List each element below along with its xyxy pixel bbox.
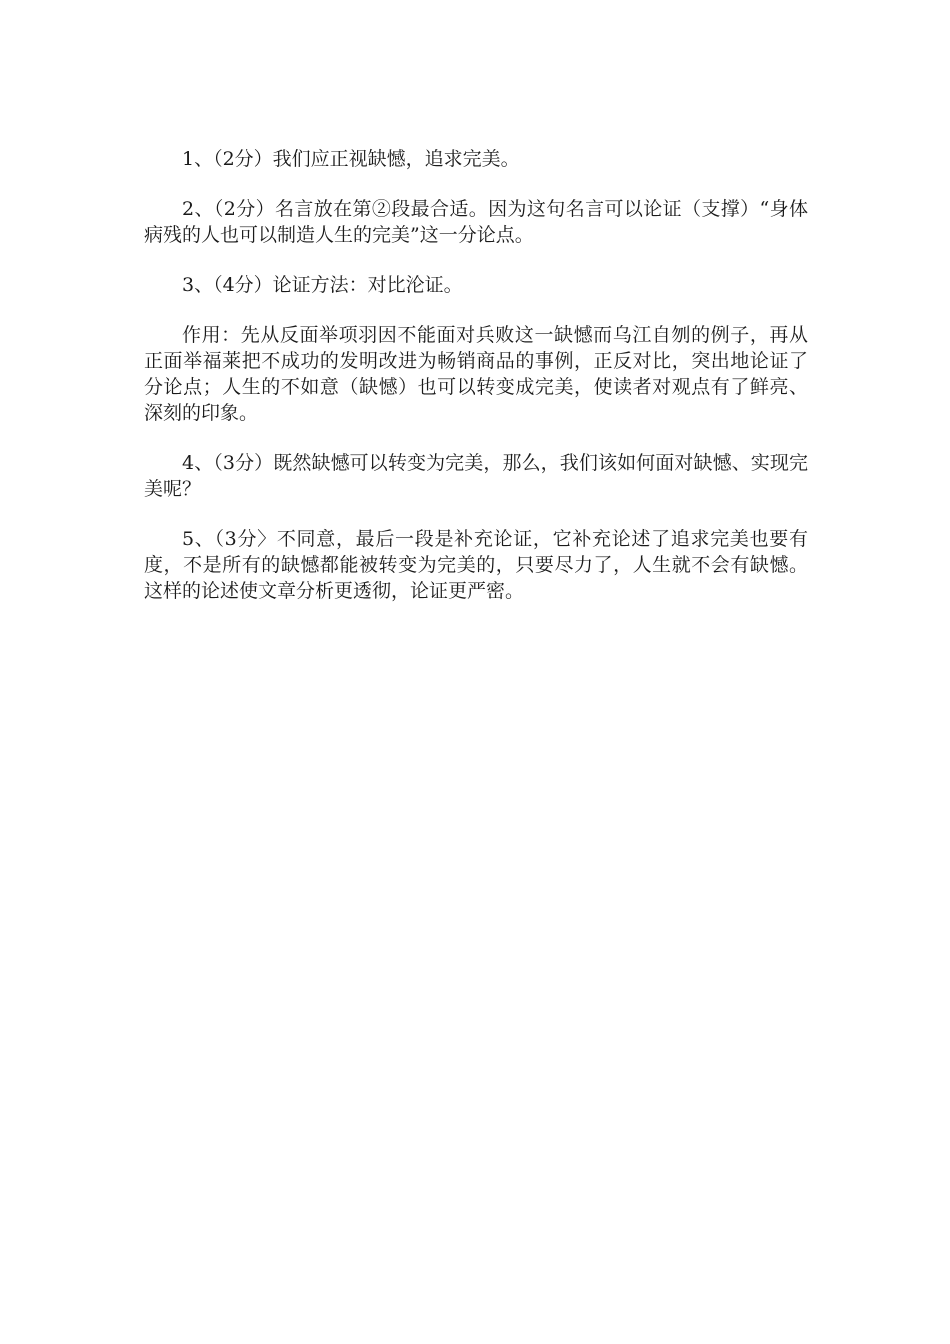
answer-2: 2、（2分）名言放在第②段最合适。因为这句名言可以论证（支撑）“身体病残的人也可以制造人生的完美”这一分论点。: [144, 198, 808, 246]
answer-4: 4、（3分）既然缺憾可以转变为完美，那么，我们该如何面对缺憾、实现完美呢？: [144, 452, 808, 500]
answer-3-explanation: 作用：先从反面举项羽因不能面对兵败这一缺憾而乌江自刎的例子，再从正面举福莱把不成功的发明改进为畅销商品的事例，正反对比，突出地论证了分论点；人生的不如意（缺憾）也可以转变成完美，使读者对观点有了鲜亮、深刻的印象。: [144, 324, 808, 424]
answer-3: 3、（4分）论证方法：对比沦证。: [182, 274, 463, 296]
answer-1: 1、（2分）我们应正视缺憾，追求完美。: [182, 148, 520, 170]
answer-list: [144, 146, 808, 628]
answer-5: 5、（3分〉不同意，最后一段是补充论证，它补充论述了追求完美也要有度，不是所有的缺憾都能被转变为完美的，只要尽力了，人生就不会有缺憾。这样的论述使文章分析更透彻，论证更严密。: [144, 528, 808, 602]
